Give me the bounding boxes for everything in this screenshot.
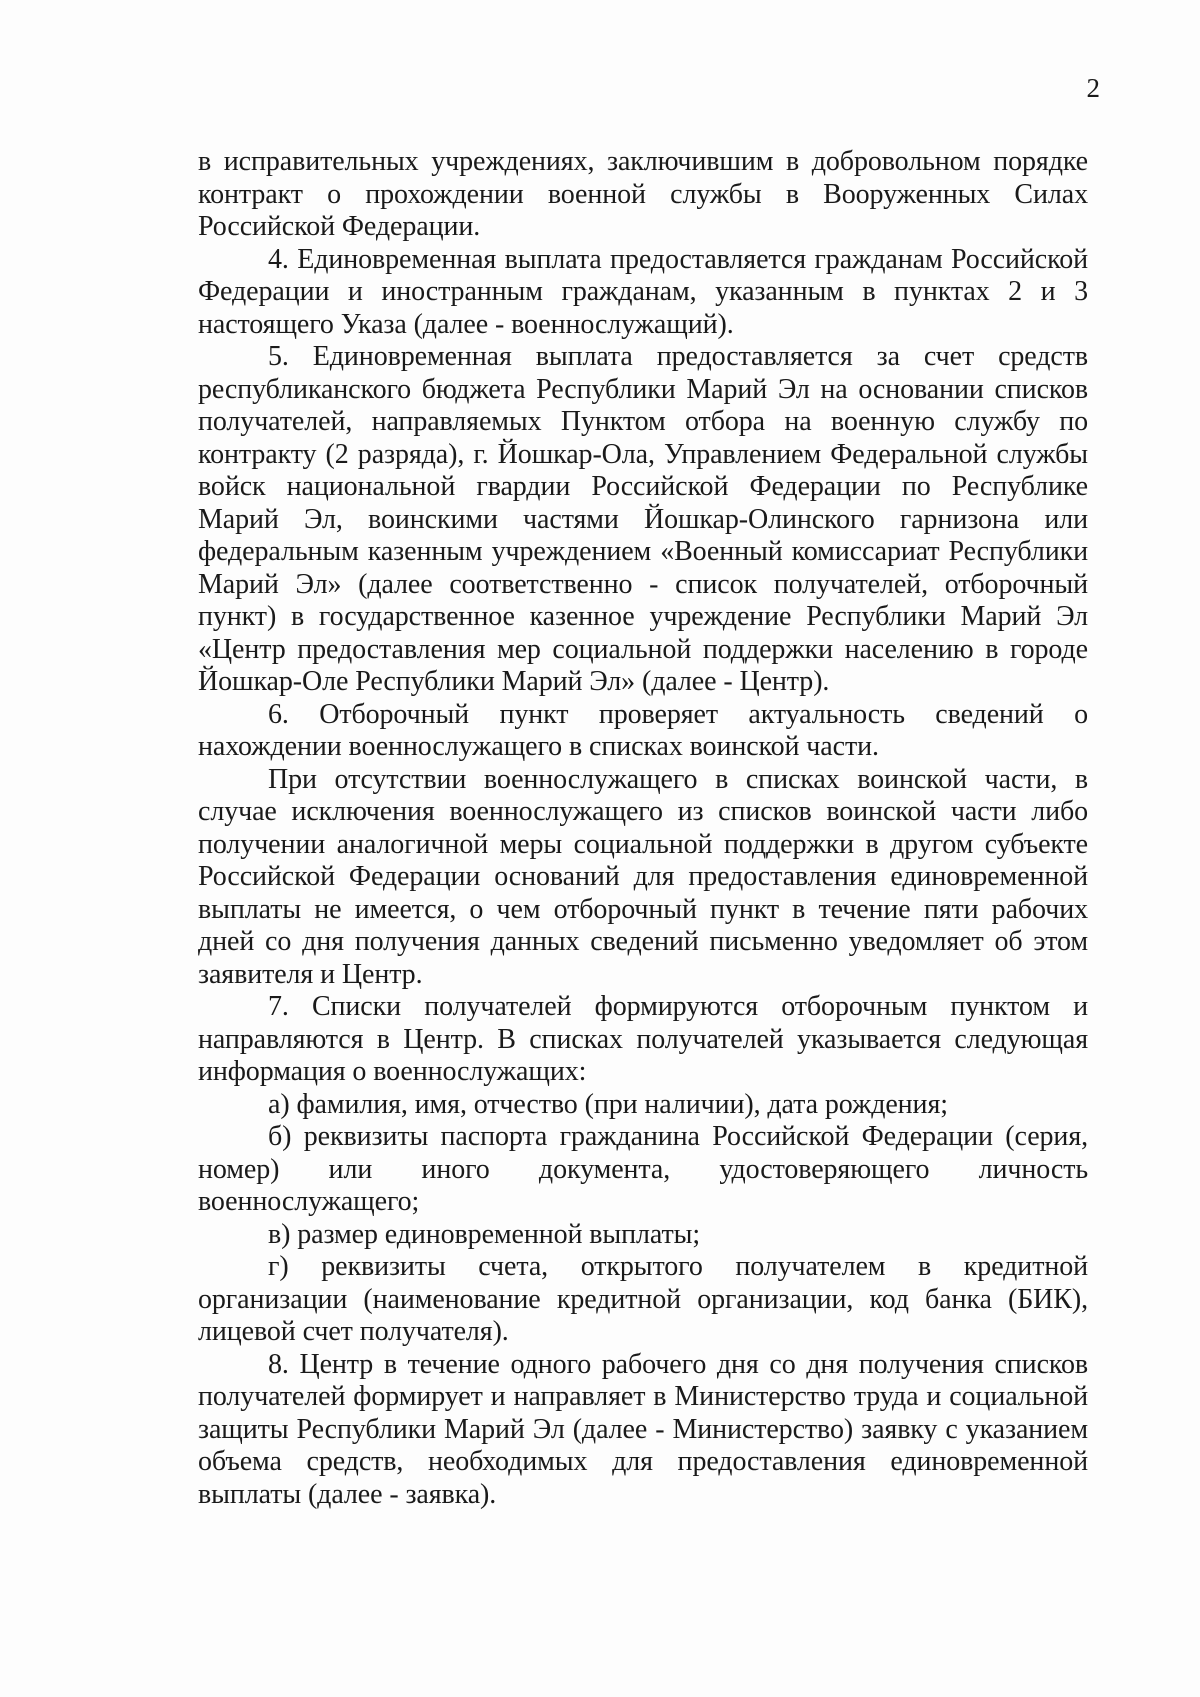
paragraph-item-5: 5. Единовременная выплата предоставляется за счет средств республиканского бюджета Республики Марий Эл на основании списков получателей, направляемых Пунктом отбора на военную службу по контракту (2 разряда), г. Йошкар-Ола, Управлением Федеральной службы войск национальной гвардии Российской Федерации по Республике Марий Эл, воинскими частями Йошкар-Олинского гарнизона или федеральным казенным учреждением «Военный комиссариат Республики Марий Эл» (далее соответственно - список получателей, отборочный пункт) в государственное казенное учреждение Республики Марий Эл «Центр предоставления мер социальной поддержки населению в городе Йошкар-Оле Республики Марий Эл» (далее - Центр).	[198, 341, 1088, 697]
list-item-g: г) реквизиты счета, открытого получателем в кредитной организации (наименование кредитной организации, код банка (БИК), лицевой счет получателя).	[198, 1251, 1088, 1347]
list-item-a: а) фамилия, имя, отчество (при наличии), дата рождения;	[268, 1088, 948, 1120]
document-body	[198, 146, 1088, 1511]
page-number: 2	[1086, 73, 1100, 103]
paragraph-item-4: 4. Единовременная выплата предоставляется гражданам Российской Федерации и иностранным гражданам, указанным в пунктах 2 и 3 настоящего Указа (далее - военнослужащий).	[198, 243, 1088, 340]
paragraph-continuation: в исправительных учреждениях, заключившим в добровольном порядке контракт о прохождении военной службы в Вооруженных Силах Российской Федерации.	[198, 146, 1088, 242]
paragraph-item-7: 7. Списки получателей формируются отборочным пунктом и направляются в Центр. В списках получателей указывается следующая информация о военнослужащих:	[198, 991, 1088, 1087]
paragraph-item-8: 8. Центр в течение одного рабочего дня со дня получения списков получателей формирует и направляет в Министерство труда и социальной защиты Республики Марий Эл (далее - Министерство) заявку с указанием объема средств, необходимых для предоставления единовременной выплаты (далее - заявка).	[198, 1348, 1088, 1510]
list-item-v: в) размер единовременной выплаты;	[268, 1218, 701, 1250]
paragraph-item-6: 6. Отборочный пункт проверяет актуальность сведений о нахождении военнослужащего в списках воинской части.	[198, 698, 1088, 762]
list-item-b: б) реквизиты паспорта гражданина Российской Федерации (серия, номер) или иного документа, удостоверяющего личность военнослужащего;	[198, 1121, 1088, 1217]
paragraph-item-6-continued: При отсутствии военнослужащего в списках воинской части, в случае исключения военнослужащего из списков воинской части либо получении аналогичной меры социальной поддержки в другом субъекте Российской Федерации оснований для предоставления единовременной выплаты не имеется, о чем отборочный пункт в течение пяти рабочих дней со дня получения данных сведений письменно уведомляет об этом заявителя и Центр.	[198, 763, 1088, 990]
